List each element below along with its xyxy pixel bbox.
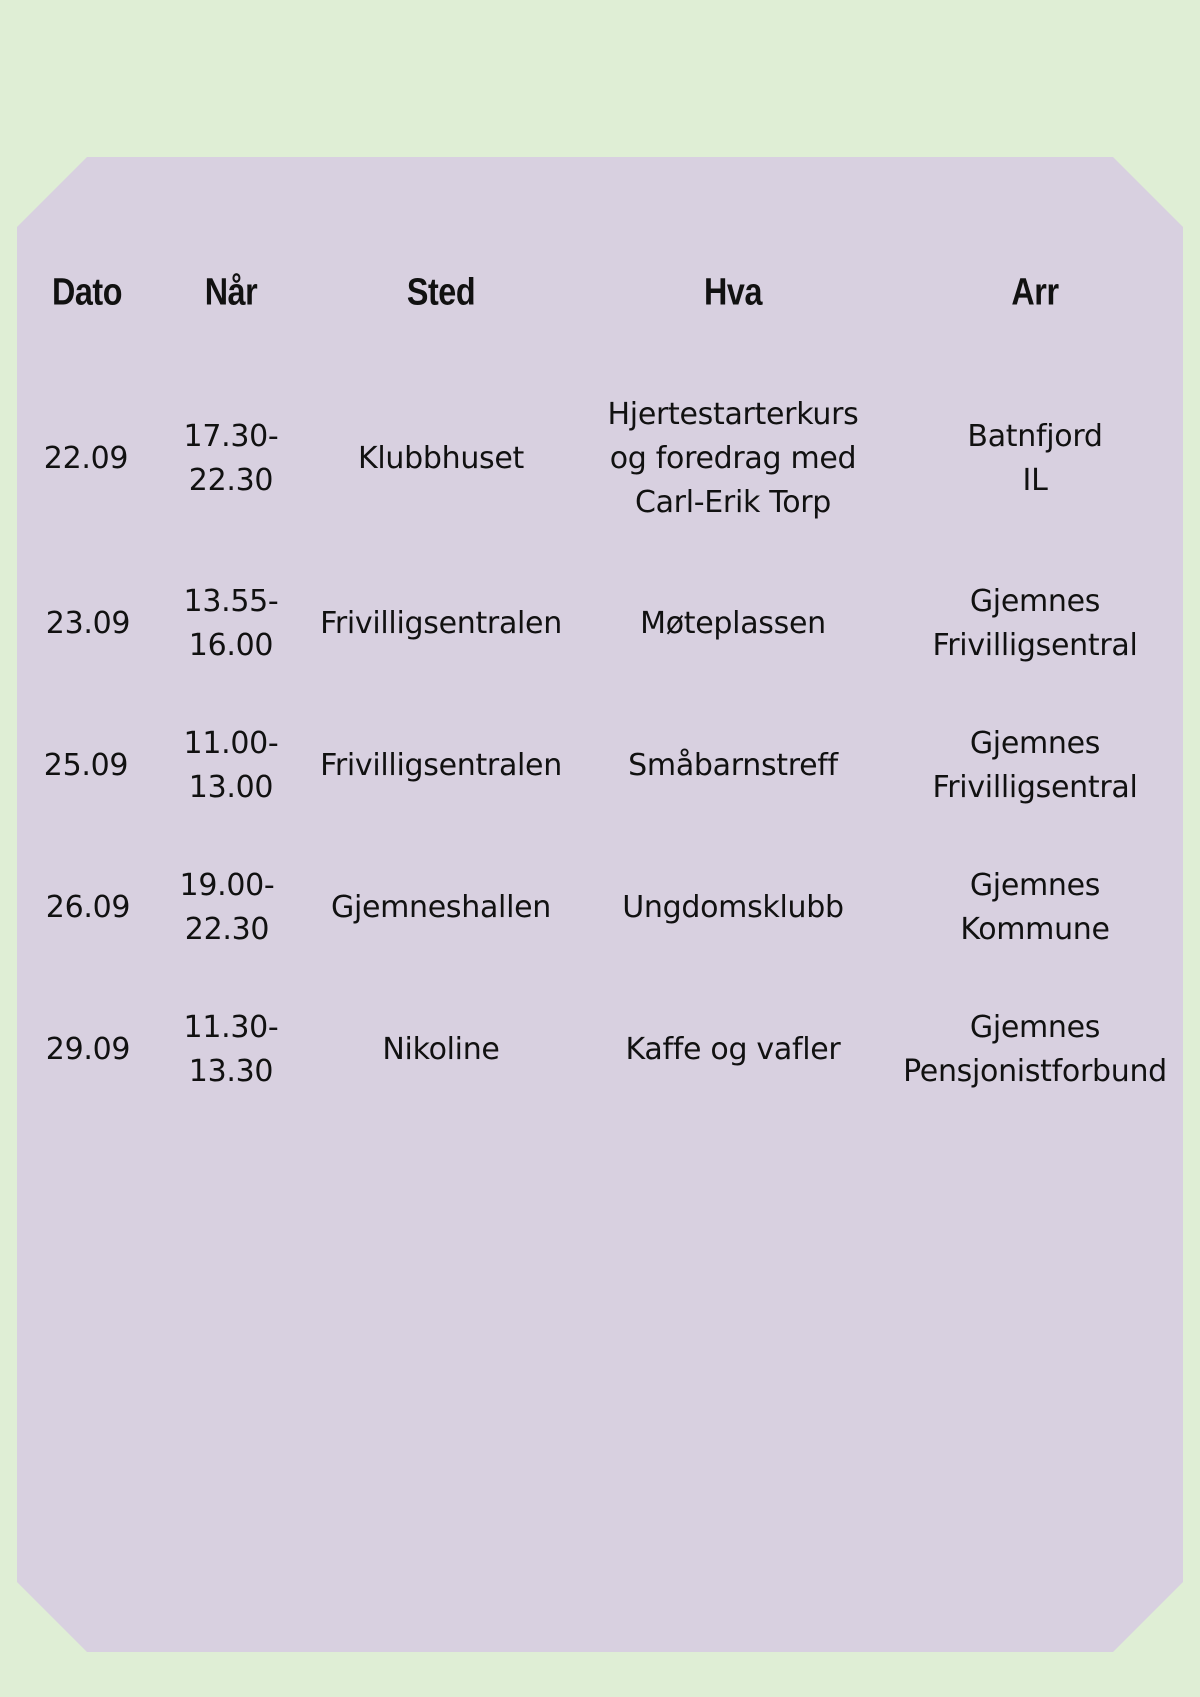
row-3-arr: Gjemnes Frivilligsentral: [932, 726, 1138, 805]
row-3-sted: Frivilligsentralen: [320, 748, 562, 783]
header-dato: Dato: [51, 271, 123, 314]
row-4-dato: 26.09: [45, 890, 131, 925]
row-1-sted: Klubbhuset: [358, 441, 524, 476]
row-4-hva: Ungdomsklubb: [622, 890, 844, 925]
row-5-sted: Nikoline: [382, 1032, 500, 1067]
row-5-arr: Gjemnes Pensjonistforbund: [903, 1010, 1167, 1089]
row-3-hva: Småbarnstreff: [628, 748, 838, 783]
row-4-naar: 19.00- 22.30: [179, 868, 275, 947]
row-2-naar: 13.55- 16.00: [183, 584, 279, 663]
row-1-dato: 22.09: [43, 441, 129, 476]
header-naar: Når: [204, 271, 258, 314]
row-5-dato: 29.09: [45, 1032, 131, 1067]
row-5-naar: 11.30- 13.30: [183, 1010, 279, 1089]
row-3-dato: 25.09: [43, 748, 129, 783]
row-2-hva: Møteplassen: [640, 606, 826, 641]
header-hva: Hva: [704, 271, 762, 314]
row-5-hva: Kaffe og vafler: [625, 1032, 841, 1067]
row-1-naar: 17.30- 22.30: [183, 419, 279, 498]
row-2-dato: 23.09: [45, 606, 131, 641]
row-2-arr: Gjemnes Frivilligsentral: [932, 584, 1138, 663]
row-3-naar: 11.00- 13.00: [183, 726, 279, 805]
header-sted: Sted: [406, 271, 476, 314]
header-arr: Arr: [1011, 271, 1059, 314]
row-4-arr: Gjemnes Kommune: [960, 868, 1110, 947]
row-4-sted: Gjemneshallen: [330, 890, 552, 925]
row-1-hva: Hjertestarterkurs og foredrag med Carl-Erik Torp: [607, 397, 859, 520]
row-1-arr: Batnfjord IL: [967, 419, 1103, 498]
row-2-sted: Frivilligsentralen: [320, 606, 562, 641]
